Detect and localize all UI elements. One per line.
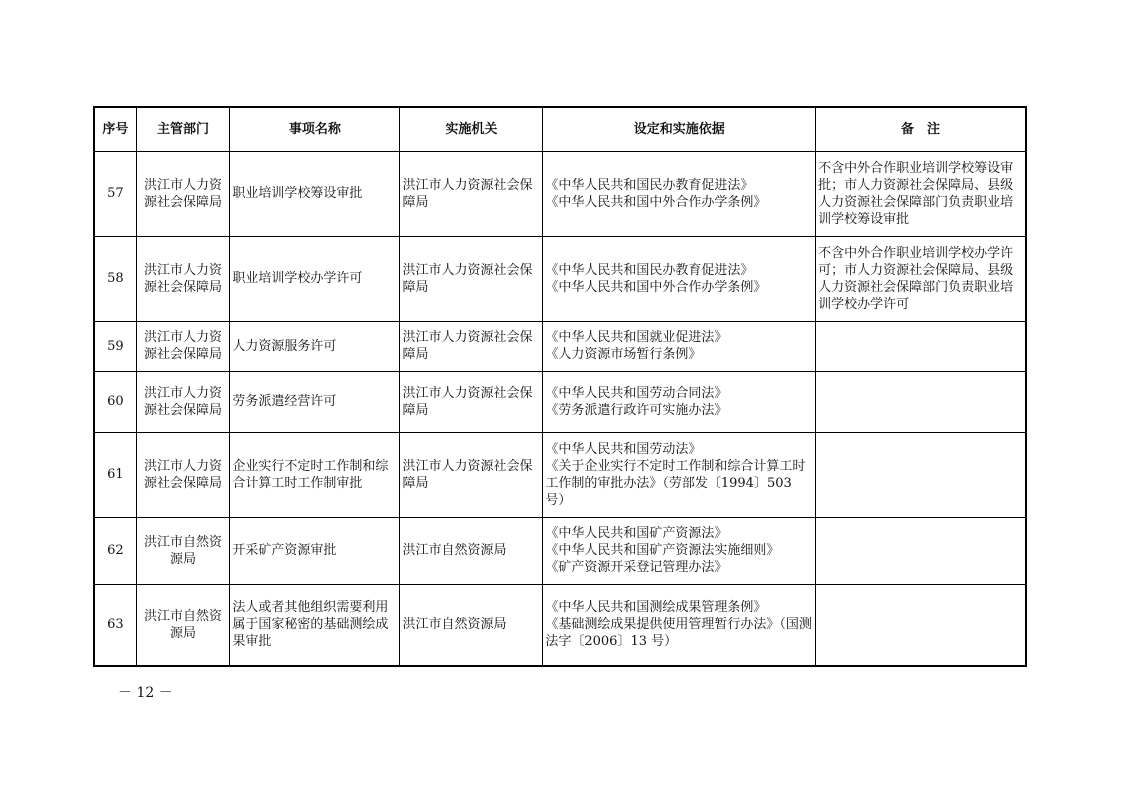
row-basis: 《中华人民共和国民办教育促进法》 《中华人民共和国中外合作办学条例》 — [543, 236, 816, 321]
row-remark: 不含中外合作职业培训学校筹设审批；市人力资源社会保障局、县级人力资源社会保障部门负责职业培训学校筹设审批 — [816, 151, 1026, 236]
row-seq: 60 — [94, 371, 136, 432]
row-agency: 洪江市人力资源社会保障局 — [400, 151, 543, 236]
row-seq: 61 — [94, 432, 136, 517]
table-row — [94, 517, 1026, 584]
row-remark — [816, 321, 1026, 371]
row-agency: 洪江市人力资源社会保障局 — [400, 321, 543, 371]
table-row — [94, 371, 1026, 432]
header-seq: 序号 — [94, 107, 136, 151]
row-agency: 洪江市人力资源社会保障局 — [400, 236, 543, 321]
row-basis: 《中华人民共和国劳动合同法》 《劳务派遣行政许可实施办法》 — [543, 371, 816, 432]
row-basis: 《中华人民共和国民办教育促进法》 《中华人民共和国中外合作办学条例》 — [543, 151, 816, 236]
row-seq: 63 — [94, 584, 136, 666]
row-remark — [816, 432, 1026, 517]
row-remark — [816, 584, 1026, 666]
table-row — [94, 321, 1026, 371]
row-seq: 62 — [94, 517, 136, 584]
row-agency: 洪江市自然资源局 — [400, 584, 543, 666]
row-basis: 《中华人民共和国就业促进法》 《人力资源市场暂行条例》 — [543, 321, 816, 371]
row-dept: 洪江市人力资源社会保障局 — [136, 321, 230, 371]
row-basis: 《中华人民共和国测绘成果管理条例》 《基础测绘成果提供使用管理暂行办法》（国测法字〔2006〕13 号） — [543, 584, 816, 666]
page-number: － 12 － — [118, 685, 173, 701]
table-row — [94, 236, 1026, 321]
table-header-row — [94, 107, 1026, 151]
table-row — [94, 584, 1026, 666]
row-seq: 59 — [94, 321, 136, 371]
row-seq: 58 — [94, 236, 136, 321]
row-remark: 不含中外合作职业培训学校办学许可；市人力资源社会保障局、县级人力资源社会保障部门负责职业培训学校办学许可 — [816, 236, 1026, 321]
table-row — [94, 151, 1026, 236]
row-item: 劳务派遣经营许可 — [230, 371, 400, 432]
row-basis: 《中华人民共和国劳动法》 《关于企业实行不定时工作制和综合计算工时工作制的审批办法》（劳部发〔1994〕503 号） — [543, 432, 816, 517]
row-item: 开采矿产资源审批 — [230, 517, 400, 584]
row-item: 法人或者其他组织需要利用属于国家秘密的基础测绘成果审批 — [230, 584, 400, 666]
header-basis: 设定和实施依据 — [543, 107, 816, 151]
row-remark — [816, 371, 1026, 432]
row-remark — [816, 517, 1026, 584]
row-dept: 洪江市自然资源局 — [136, 584, 230, 666]
row-dept: 洪江市人力资源社会保障局 — [136, 151, 230, 236]
header-agency: 实施机关 — [400, 107, 543, 151]
row-item: 职业培训学校筹设审批 — [230, 151, 400, 236]
table-row — [94, 432, 1026, 517]
header-remark: 备 注 — [816, 107, 1026, 151]
row-dept: 洪江市人力资源社会保障局 — [136, 236, 230, 321]
row-item: 人力资源服务许可 — [230, 321, 400, 371]
row-agency: 洪江市自然资源局 — [400, 517, 543, 584]
row-basis: 《中华人民共和国矿产资源法》 《中华人民共和国矿产资源法实施细则》 《矿产资源开采登记管理办法》 — [543, 517, 816, 584]
approval-items-table — [93, 106, 1027, 667]
row-dept: 洪江市自然资源局 — [136, 517, 230, 584]
row-dept: 洪江市人力资源社会保障局 — [136, 371, 230, 432]
header-item: 事项名称 — [230, 107, 400, 151]
row-agency: 洪江市人力资源社会保障局 — [400, 371, 543, 432]
row-item: 职业培训学校办学许可 — [230, 236, 400, 321]
row-item: 企业实行不定时工作制和综合计算工时工作制审批 — [230, 432, 400, 517]
row-agency: 洪江市人力资源社会保障局 — [400, 432, 543, 517]
row-dept: 洪江市人力资源社会保障局 — [136, 432, 230, 517]
header-dept: 主管部门 — [136, 107, 230, 151]
row-seq: 57 — [94, 151, 136, 236]
